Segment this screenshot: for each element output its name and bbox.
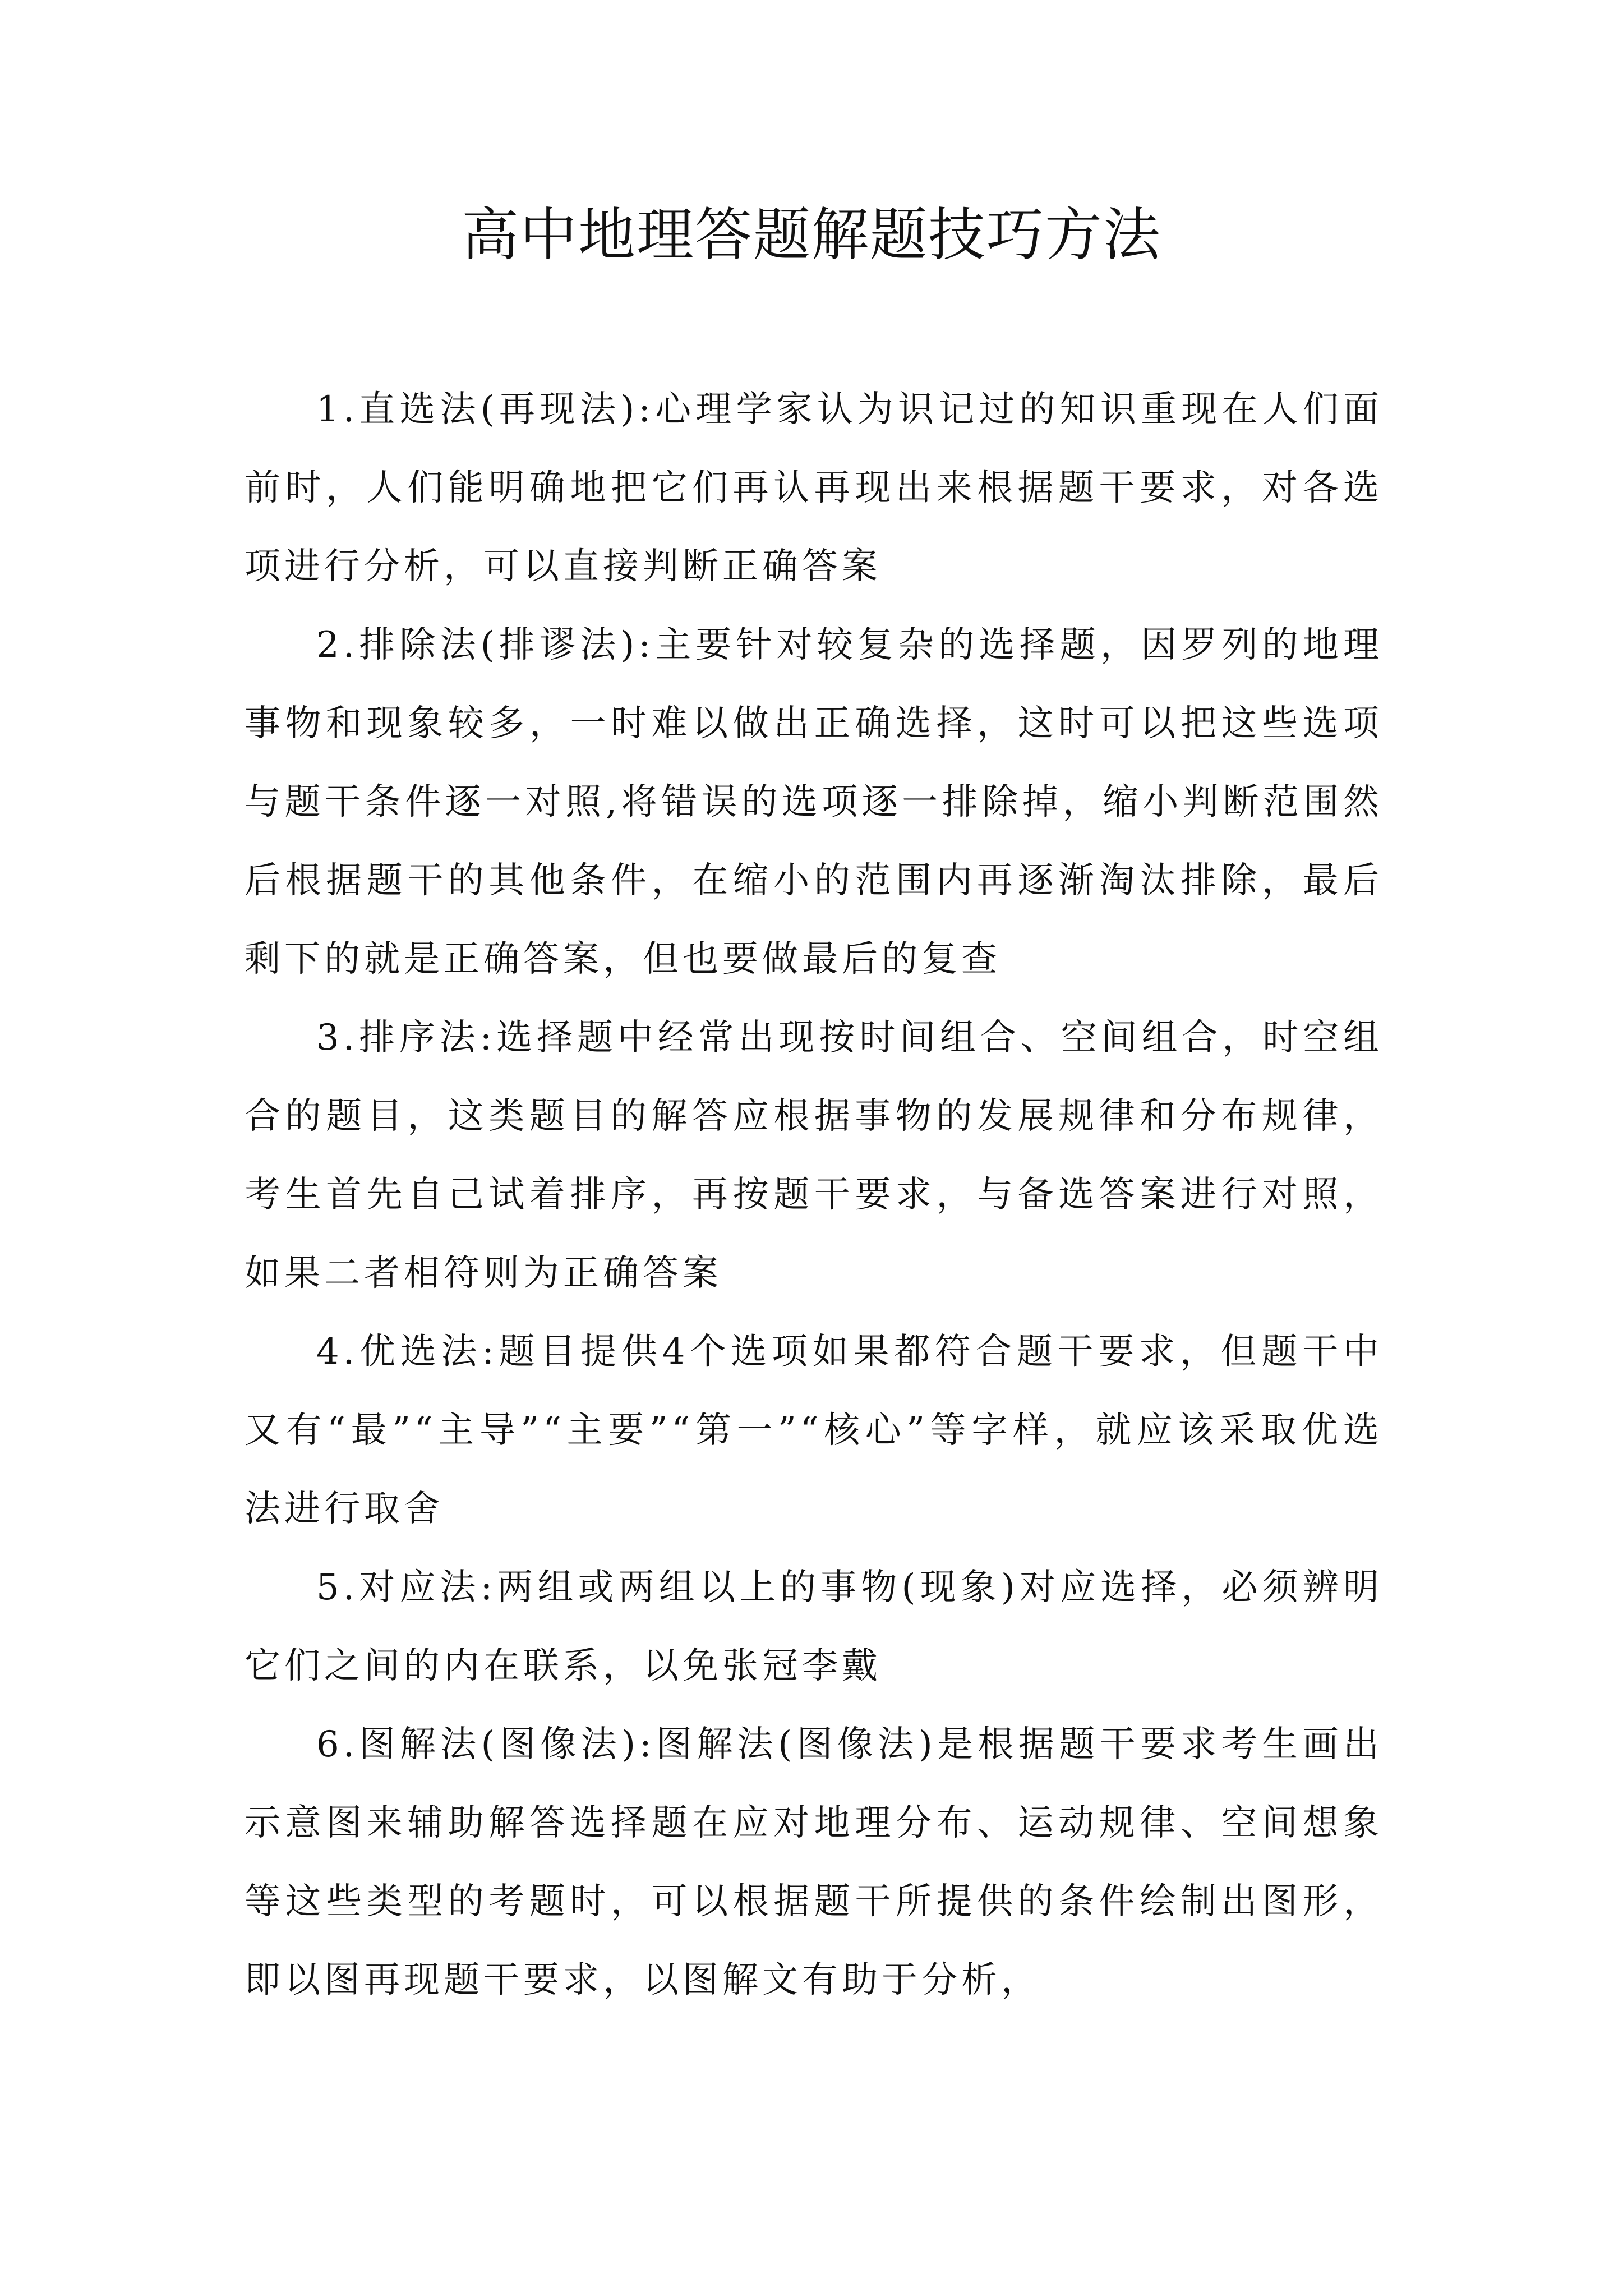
document-body [245,370,1383,2019]
paragraph-direct-selection: 1.直选法(再现法):心理学家认为识记过的知识重现在人们面前时，人们能明确地把它们再认再现出来根据题干要求，对各选项进行分析，可以直接判断正确答案 [245,389,1383,587]
paragraph-elimination: 2.排除法(排谬法):主要针对较复杂的选择题，因罗列的地理事物和现象较多，一时难以做出正确选择，这时可以把这些选项与题干条件逐一对照,将错误的选项逐一排除掉，缩小判断范围然后根据题干的其他条件，在缩小的范围内再逐渐淘汰排除，最后剩下的就是正确答案，但也要做最后的复查 [245,624,1383,980]
paragraph-diagram-method: 6.图解法(图像法):图解法(图像法)是根据题干要求考生画出示意图来辅助解答选择题在应对地理分布、运动规律、空间想象等这些类型的考题时，可以根据题干所提供的条件绘制出图形，即以图再现题干要求，以图解文有助于分析， [245,1724,1383,2001]
paragraph-ordering: 3.排序法:选择题中经常出现按时间组合、空间组合，时空组合的题目，这类题目的解答应根据事物的发展规律和分布规律，考生首先自己试着排序，再按题干要求，与备选答案进行对照，如果二者相符则为正确答案 [245,1017,1383,1294]
document-title: 高中地理答题解题技巧方法 [462,202,1161,269]
paragraph-optimal-selection: 4.优选法:题目提供4个选项如果都符合题干要求，但题干中又有“最”“主导”“主要”“第一”“核心”等字样，就应该采取优选法进行取舍 [245,1331,1383,1530]
paragraph-correspondence: 5.对应法:两组或两组以上的事物(现象)对应选择，必须辨明它们之间的内在联系，以免张冠李戴 [245,1567,1383,1687]
